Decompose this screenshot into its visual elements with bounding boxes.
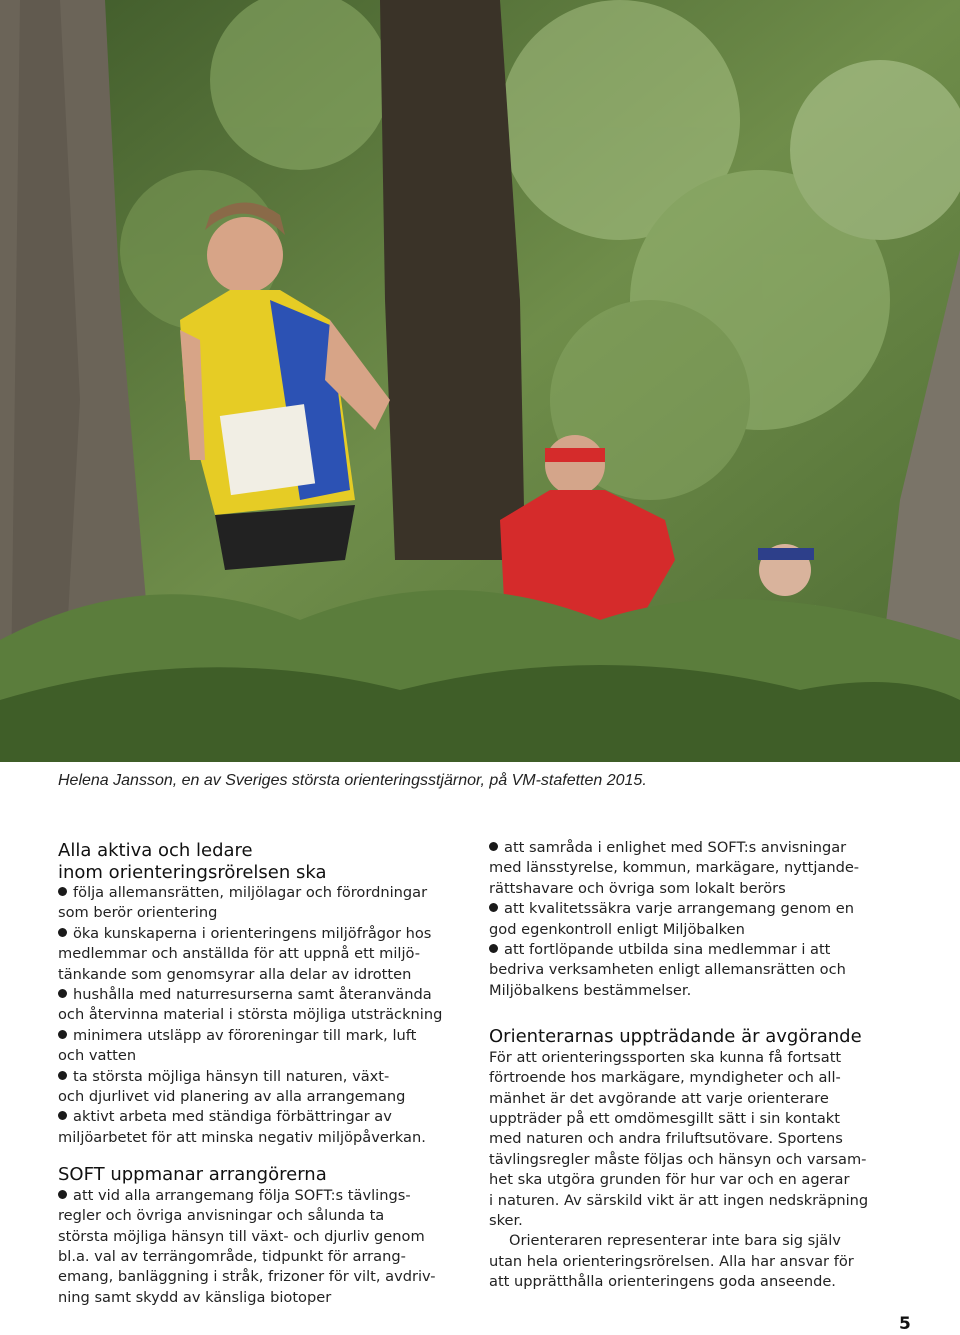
list-item: minimera utsläpp av föroreningar till mark, luft och vatten: [58, 1026, 417, 1065]
bullet-dot-icon: [58, 1030, 67, 1039]
paragraph-representation: Orienteraren representerar inte bara sig själv utan hela orienteringsrörelsen. Alla har ansvar för att upprätthålla orienteringens goda anseende.: [489, 1232, 854, 1291]
bullet-dot-icon: [58, 928, 67, 937]
bullet-dot-icon: [58, 1071, 67, 1080]
bullet-list-organizers-cont: [489, 838, 909, 1001]
bullet-dot-icon: [58, 887, 67, 896]
list-item: ta största möjliga hänsyn till naturen, växt- och djurlivet vid planering av alla arrangemang: [58, 1067, 406, 1106]
bullet-dot-icon: [489, 944, 498, 953]
heading-orienteers-behaviour: Orienterarnas uppträdande är avgörande: [489, 1026, 862, 1048]
bullet-dot-icon: [489, 903, 498, 912]
bullet-dot-icon: [58, 1190, 67, 1199]
list-item: att samråda i enlighet med SOFT:s anvisningar med länsstyrelse, kommun, markägare, nyttjande- rättshavare och övriga som lokalt berörs: [489, 839, 860, 897]
list-item: att kvalitetssäkra varje arrangemang genom en god egenkontroll enligt Miljöbalken: [489, 900, 854, 938]
list-item: hushålla med naturresurserna samt återanvända och återvinna material i största möjliga utsträckning: [58, 986, 443, 1024]
bullet-dot-icon: [489, 842, 498, 851]
heading-soft-urges: SOFT uppmanar arrangörerna: [58, 1164, 327, 1186]
list-item: aktivt arbeta med ständiga förbättringar av miljöarbetet för att minska negativ miljöpåverkan.: [58, 1108, 426, 1146]
left-column: [58, 840, 478, 1308]
bullet-list-organizers: [58, 1186, 478, 1308]
bullet-dot-icon: [58, 989, 67, 998]
list-item: följa allemansrätten, miljölagar och förordningar som berör orientering: [58, 884, 428, 922]
list-item: att vid alla arrangemang följa SOFT:s tävlings- regler och övriga anvisningar och sålunda ta största möjliga hänsyn till växt- och djurliv genom bl.a. val av terrängområde, tidpunkt för arrang- emang, banläggning i stråk, frizoner för vilt, avdriv- ning samt skydd av känsliga biotoper: [58, 1186, 436, 1306]
bullet-dot-icon: [58, 1111, 67, 1120]
bullet-list-responsibilities: [58, 883, 478, 1148]
paragraph-behaviour: För att orienteringssporten ska kunna få fortsatt förtroende hos markägare, myndigheter och all- mänhet är det avgörande att varje orienterare uppträder på ett omdömesgillt sätt i sin kontakt med naturen och andra friluftsutövare. Sportens tävlingsregler måste följas och hänsyn och varsam- het ska utgöra grunden för hur var och en agerar i naturen. Av särskild vikt är att ingen nedskräpning sker.: [489, 1048, 869, 1229]
heading-all-active: Alla aktiva och ledare inom orienteringsrörelsen ska: [58, 840, 327, 883]
list-item: öka kunskaperna i orienteringens miljöfrågor hos medlemmar och anställda för att uppnå ett miljö- tänkande som genomsyrar alla delar av idrotten: [58, 924, 432, 983]
photo-caption: Helena Jansson, en av Sveriges största orienteringsstjärnor, på VM-stafetten 2015.: [58, 772, 647, 789]
right-column: [489, 838, 909, 1293]
list-item: att fortlöpande utbilda sina medlemmar i att bedriva verksamheten enligt allemansrätten och Miljöbalkens bestämmelser.: [489, 941, 846, 999]
page-number: 5: [899, 1314, 911, 1334]
